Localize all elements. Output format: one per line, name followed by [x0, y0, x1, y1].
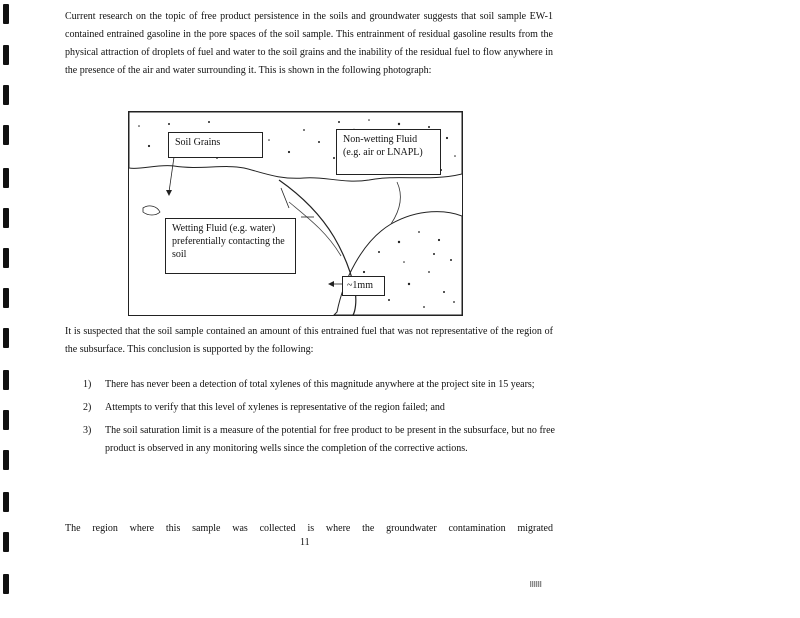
supporting-points-list: [83, 376, 555, 458]
non-wetting-fluid-label: Non-wetting Fluid (e.g. air or LNAPL): [336, 129, 441, 175]
list-item-text: The soil saturation limit is a measure of the potential for free product to be present in the subsurface, but no free product is observed in any monitoring wells since the completion of the corrective actions.: [105, 425, 555, 454]
list-item: [83, 422, 555, 458]
binding-hole: [3, 370, 9, 390]
soil-grain-photograph: [128, 111, 463, 316]
list-item-text: Attempts to verify that this level of xylenes is representative of the region failed; and: [105, 402, 445, 413]
binding-hole: [3, 410, 9, 430]
page-number: 11: [300, 537, 310, 548]
binding-hole: [3, 328, 9, 348]
binding-hole: [3, 288, 9, 308]
binding-hole: [3, 208, 9, 228]
binding-hole: [3, 248, 9, 268]
scale-label: ~1mm: [342, 276, 385, 296]
binding-hole: [3, 492, 9, 512]
binding-hole: [3, 532, 9, 552]
binding-hole: [3, 45, 9, 65]
list-marker: 3): [83, 425, 92, 436]
suspicion-paragraph: It is suspected that the soil sample contained an amount of this entrained fuel that was not representative of the region of the subsurface. This conclusion is supported by the following:: [65, 326, 553, 355]
list-marker: 1): [83, 379, 92, 390]
binding-hole: [3, 450, 9, 470]
binding-hole: [3, 125, 9, 145]
binding-hole: [3, 574, 9, 594]
wetting-fluid-label: Wetting Fluid (e.g. water) preferentially contacting the soil: [165, 218, 296, 274]
scan-artifact: [530, 581, 542, 587]
intro-paragraph: Current research on the topic of free product persistence in the soils and groundwater suggests that soil sample EW-1 contained entrained gasoline in the pore spaces of the soil sample. This entrainment of residual gasoline results from the physical attraction of droplets of fuel and water to the soil grains and the inability of the residual fuel to flow anywhere in the presence of the air and water surrounding it. This is shown in the following photograph:: [65, 11, 553, 76]
soil-grains-label: Soil Grains: [168, 132, 263, 158]
list-item: [83, 376, 555, 394]
closing-line: The region where this sample was collected is where the groundwater contamination migrated: [65, 523, 553, 534]
soil-grains-arrow: [169, 157, 174, 192]
list-item: [83, 399, 555, 417]
list-item-text: There has never been a detection of total xylenes of this magnitude anywhere at the project site in 15 years;: [105, 379, 535, 390]
scale-arrow: [328, 281, 334, 287]
binding-hole: [3, 168, 9, 188]
list-marker: 2): [83, 402, 92, 413]
binding-hole: [3, 85, 9, 105]
binding-hole: [3, 4, 9, 24]
